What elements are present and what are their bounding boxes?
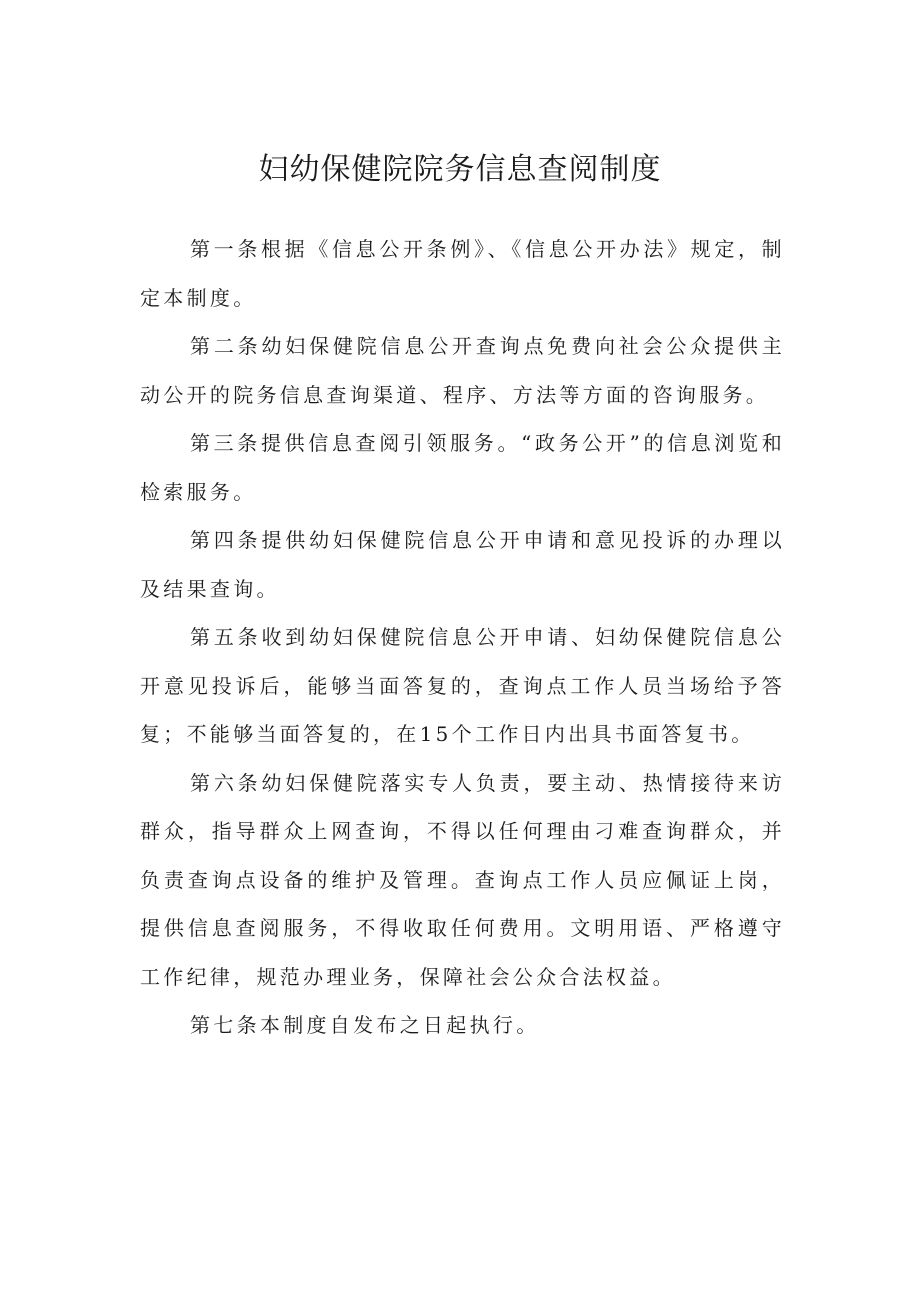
article-2-paragraph: 第二条幼妇保健院信息公开查询点免费向社会公众提供主动公开的院务信息查询渠道、程序、方法等方面的咨询服务。 <box>140 334 785 407</box>
article-5-paragraph: 第五条收到幼妇保健院信息公开申请、妇幼保健院信息公开意见投诉后，能够当面答复的，查询点工作人员当场给予答复；不能够当面答复的，在15个工作日内出具书面答复书。 <box>140 625 785 746</box>
article-1-paragraph: 第一条根据《信息公开条例》、《信息公开办法》规定，制定本制度。 <box>140 237 785 310</box>
document-body <box>140 225 785 1050</box>
article-4-paragraph: 第四条提供幼妇保健院信息公开申请和意见投诉的办理以及结果查询。 <box>140 528 785 601</box>
article-6-paragraph: 第六条幼妇保健院落实专人负责，要主动、热情接待来访群众，指导群众上网查询，不得以任何理由刁难查询群众，并负责查询点设备的维护及管理。查询点工作人员应佩证上岗，提供信息查阅服务，不得收取任何费用。文明用语、严格遵守工作纪律，规范办理业务，保障社会公众合法权益。 <box>140 770 785 989</box>
article-7-paragraph: 第七条本制度自发布之日起执行。 <box>190 1013 540 1037</box>
article-3-paragraph: 第三条提供信息查阅引领服务。“政务公开”的信息浏览和检索服务。 <box>140 431 785 504</box>
document-title: 妇幼保健院院务信息查阅制度 <box>258 152 662 187</box>
